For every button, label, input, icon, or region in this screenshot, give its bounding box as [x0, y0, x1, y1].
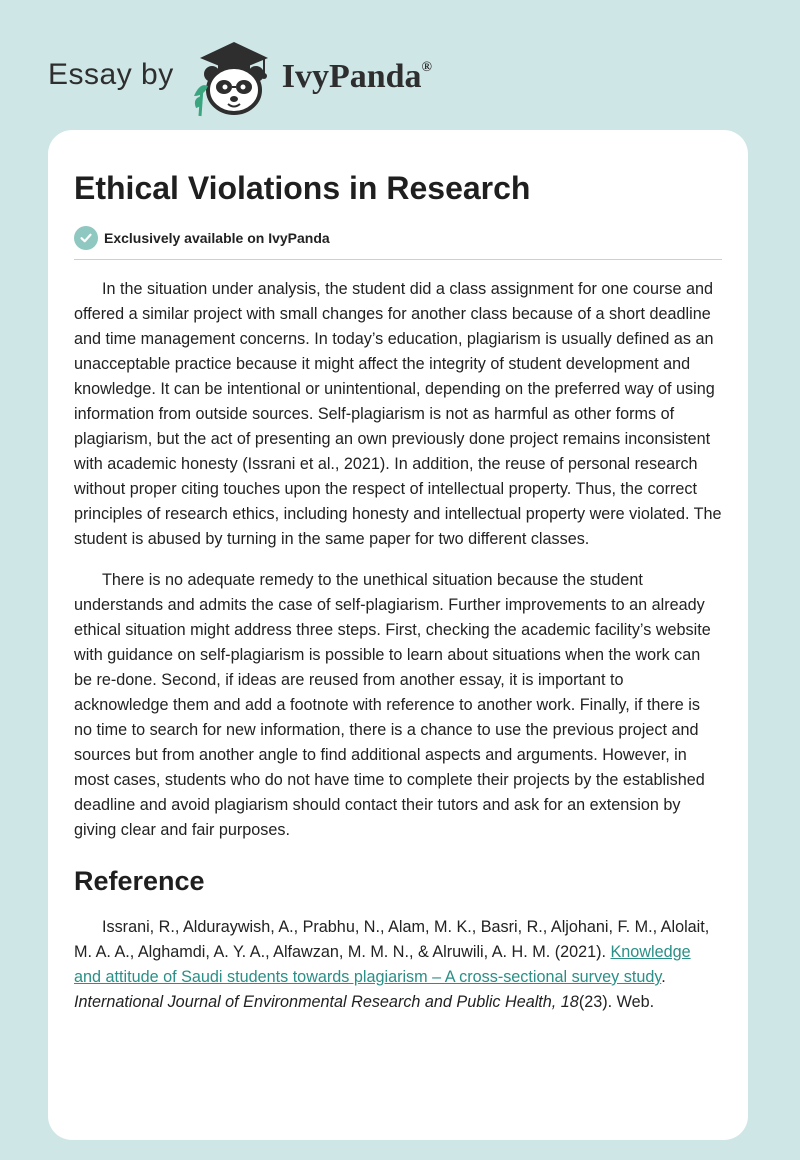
brand-name	[282, 58, 432, 96]
reference-journal: International Journal of Environmental Research and Public Health, 18	[74, 993, 579, 1011]
brand-name-text: IvyPanda	[281, 58, 422, 95]
page-title: Ethical Violations in Research	[74, 170, 531, 206]
check-icon	[74, 226, 98, 250]
exclusive-badge	[74, 225, 722, 251]
registered-mark: ®	[421, 60, 433, 75]
body-paragraph-1: In the situation under analysis, the student did a class assignment for one course and offered a similar project with small changes for another class because of a short deadline and time management concerns. In today’s education, plagiarism is usually defined as an unacceptable practice because it might affect the integrity of student development and knowledge. It can be intentional or unintentional, depending on the preferred way of using information from outside sources. Self-plagiarism is not as harmful as other forms of plagiarism, but the act of presenting an own previously done project remains inconsistent with academic honesty (Issrani et al., 2021). In addition, the reuse of personal research without proper citing touches upon the respect of intellectual property. Thus, the correct principles of research ethics, including honesty and intellectual property were violated. The student is abused by turning in the same paper for two different classes.	[74, 280, 722, 548]
exclusive-label: Exclusively available on IvyPanda	[104, 230, 330, 246]
reference-link[interactable]: Knowledge and attitude of Saudi students towards plagiarism – A cross-sectional survey study	[74, 943, 691, 986]
divider	[74, 259, 722, 260]
reference-issue: (23)	[578, 993, 608, 1011]
reference-entry: Issrani, R., Alduraywish, A., Prabhu, N., Alam, M. K., Basri, R., Aljohani, F. M., Alolait, M. A. A., Alghamdi, A. Y. A., Alfawzan, M. M. N., & Alruwili, A. H. M. (2021). Knowledge and attitude of Saudi students towards plagiarism – A cross-sectional survey study. International Journal of Environmental Research and Public Health, 18(23). Web.	[74, 918, 710, 1011]
reference-heading: Reference	[74, 866, 205, 896]
panda-logo-icon	[188, 38, 280, 118]
essay-card	[48, 130, 748, 1140]
reference-suffix: . Web.	[607, 993, 655, 1011]
site-header	[48, 38, 752, 118]
reference-authors: Issrani, R., Alduraywish, A., Prabhu, N., Alam, M. K., Basri, R., Aljohani, F. M., Alolait, M. A. A., Alghamdi, A. Y. A., Alfawzan, M. M. N., & Alruwili, A. H. M. (2021).	[74, 918, 710, 961]
essay-by-label: Essay by	[48, 58, 174, 91]
body-paragraph-2: There is no adequate remedy to the unethical situation because the student understands and admits the case of self-plagiarism. Further improvements to an already ethical situation might address three steps. First, checking the academic facility’s website with guidance on self-plagiarism is possible to learn about situations when the work can be re-done. Second, if ideas are reused from another essay, it is important to acknowledge them and add a footnote with reference to another work. Finally, if there is no time to search for new information, there is a chance to use the previous project and sources but from another angle to find additional aspects and arguments. However, in most cases, students who do not have time to complete their projects by the established deadline and avoid plagiarism should contact their tutors and ask for an extension by giving clear and fair purposes.	[74, 571, 711, 839]
